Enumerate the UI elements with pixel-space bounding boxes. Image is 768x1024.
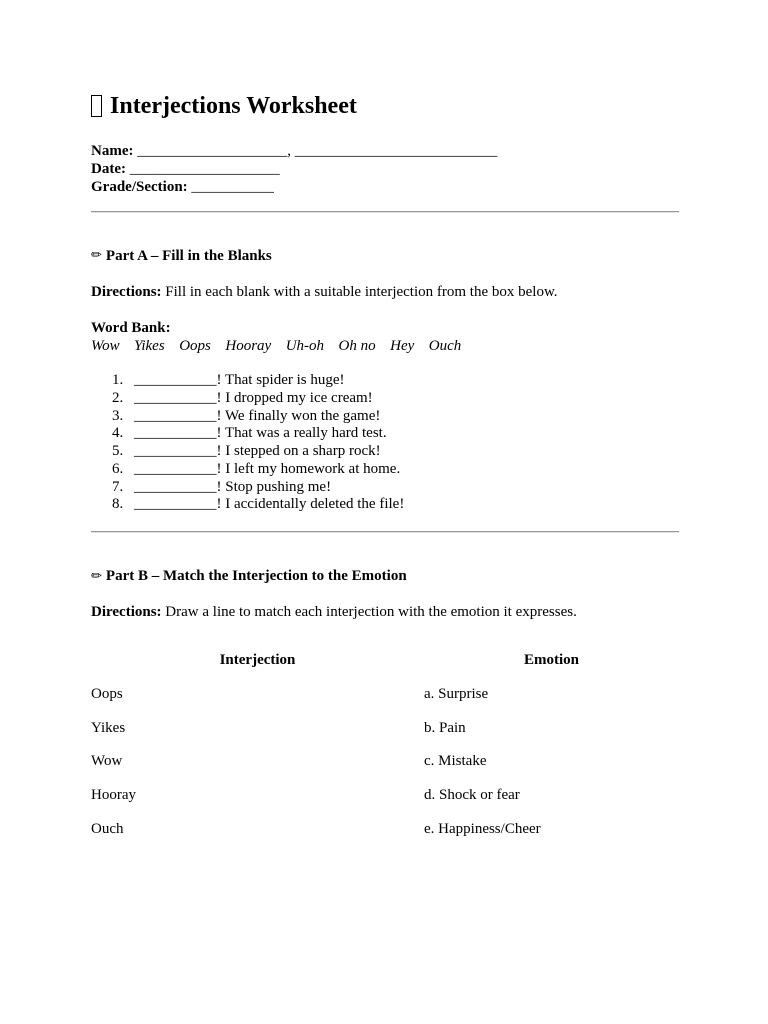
item-number: 8. — [112, 496, 124, 513]
table-header-row — [91, 643, 679, 677]
grade-blank: ___________ — [187, 179, 274, 195]
table-row — [91, 677, 679, 711]
emotion-cell: b. Pain — [424, 719, 466, 736]
date-blank: ____________________ — [125, 161, 280, 177]
interjection-cell: Hooray — [91, 786, 136, 803]
part-a-heading — [91, 247, 678, 265]
word-bank-item: Hey — [390, 338, 415, 354]
part-a-directions — [91, 283, 678, 301]
item-number: 1. — [112, 371, 124, 388]
part-a-directions-text: Fill in each blank with a suitable interjection from the box below. — [161, 284, 558, 300]
item-number: 2. — [112, 389, 124, 406]
table-row — [91, 711, 679, 745]
part-b-heading-text: Part B – Match the Interjection to the Emotion — [105, 568, 407, 585]
table-row — [91, 812, 679, 846]
date-row — [91, 160, 678, 178]
list-item — [91, 442, 678, 460]
item-text: ___________! That was a really hard test. — [134, 425, 387, 442]
item-text: ___________! I accidentally deleted the file! — [134, 496, 405, 513]
item-number: 6. — [112, 460, 124, 477]
part-a-directions-label: Directions: — [91, 284, 162, 300]
interjection-cell: Wow — [91, 753, 123, 770]
pencil-icon: ✏ — [91, 248, 102, 264]
part-b-heading — [91, 567, 678, 585]
fill-in-list — [91, 371, 678, 513]
word-bank — [91, 337, 678, 355]
grade-row — [91, 178, 678, 196]
word-bank-item: Uh-oh — [285, 338, 325, 354]
list-item — [91, 389, 678, 407]
word-bank-item: Oh no — [338, 338, 376, 354]
grade-label: Grade/Section: — [91, 179, 188, 195]
emotion-cell: e. Happiness/Cheer — [424, 820, 541, 837]
column-header-emotion: Emotion — [523, 652, 579, 669]
column-header-interjection: Interjection — [219, 652, 296, 669]
divider-top — [91, 211, 679, 213]
page-title — [91, 90, 678, 122]
part-b-directions-label: Directions: — [91, 604, 162, 621]
table-row — [91, 745, 679, 779]
word-bank-item: Ouch — [428, 338, 462, 354]
emotion-cell: c. Mistake — [424, 753, 487, 770]
part-b-directions-text: Draw a line to match each interjection with the emotion it expresses. — [161, 604, 577, 621]
list-item — [91, 407, 678, 425]
item-text: ___________! That spider is huge! — [134, 371, 345, 388]
word-bank-item: Hooray — [225, 338, 272, 354]
interjection-cell: Ouch — [91, 820, 124, 837]
part-b-directions — [91, 603, 678, 621]
name-label: Name: — [91, 143, 134, 159]
matching-table — [91, 643, 679, 845]
list-item — [91, 496, 678, 514]
part-a-heading-text: Part A – Fill in the Blanks — [105, 248, 272, 264]
divider-middle — [91, 531, 679, 533]
list-item — [91, 478, 678, 496]
item-text: ___________! We finally won the game! — [134, 407, 381, 424]
interjection-cell: Yikes — [91, 719, 126, 736]
name-blank: ____________________, ___________________________ — [133, 143, 498, 159]
word-bank-label: Word Bank: — [91, 320, 171, 336]
item-number: 7. — [112, 478, 124, 495]
emotion-cell: d. Shock or fear — [424, 786, 520, 803]
date-label: Date: — [91, 161, 126, 177]
item-text: ___________! Stop pushing me! — [134, 478, 332, 495]
list-item — [91, 460, 678, 478]
item-text: ___________! I stepped on a sharp rock! — [134, 443, 381, 460]
name-row — [91, 142, 678, 160]
item-number: 5. — [112, 443, 124, 460]
page-title-text: Interjections Worksheet — [110, 92, 357, 119]
word-bank-item: Wow — [91, 338, 120, 354]
item-number: 3. — [112, 407, 124, 424]
table-row — [91, 778, 679, 812]
pencil-icon: ✏ — [91, 568, 102, 584]
missing-glyph-icon — [91, 95, 102, 117]
emotion-cell: a. Surprise — [424, 686, 489, 703]
interjection-cell: Oops — [91, 686, 123, 703]
list-item — [91, 424, 678, 442]
list-item — [91, 371, 678, 389]
item-text: ___________! I dropped my ice cream! — [134, 389, 373, 406]
item-number: 4. — [112, 425, 124, 442]
item-text: ___________! I left my homework at home. — [134, 460, 401, 477]
student-info — [91, 142, 678, 196]
word-bank-item: Yikes — [134, 338, 165, 354]
word-bank-item: Oops — [179, 338, 211, 354]
